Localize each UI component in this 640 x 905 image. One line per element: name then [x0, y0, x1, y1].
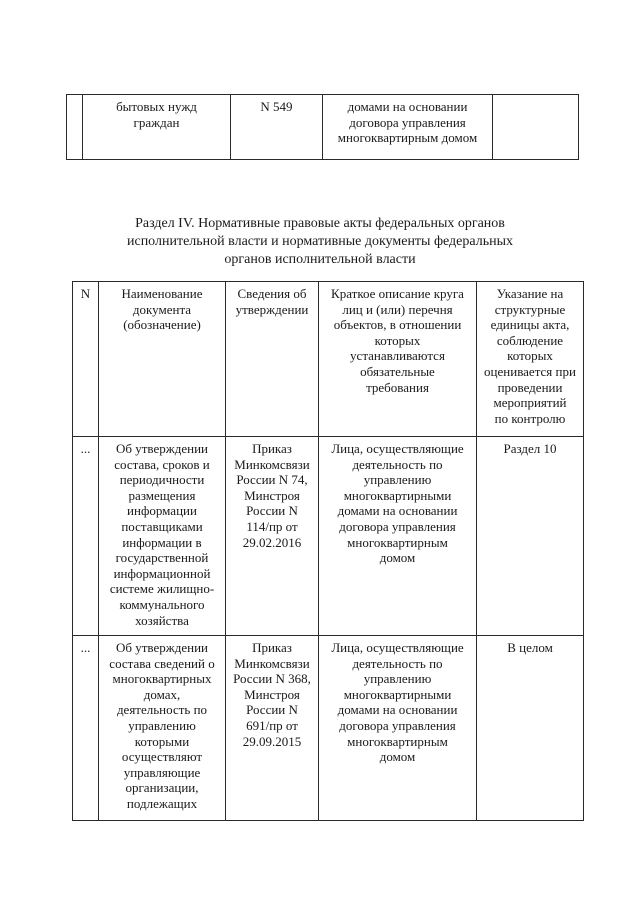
- continuation-table: [66, 94, 579, 160]
- table-cell: Раздел 10: [477, 437, 584, 636]
- table-header-row: [73, 282, 584, 437]
- table-row: [67, 95, 579, 160]
- section-heading: Раздел IV. Нормативные правовые акты федеральных органов исполнительной власти и нормативные документы федеральных органов исполнительной власти: [126, 216, 514, 267]
- regulatory-acts-table: [72, 281, 584, 821]
- table-cell: Об утверждении состава, сроков и периодичности размещения информации поставщиками информации в государственной информационной системе жилищно- коммунального хозяйства: [99, 437, 226, 636]
- table-cell: Приказ Минкомсвязи России N 74, Минстроя России N 114/пр от 29.02.2016: [226, 437, 319, 636]
- header-cell-structural-units: Указание на структурные единицы акта, соблюдение которых оценивается при проведении мероприятий по контролю: [477, 282, 584, 437]
- header-cell-document-name: Наименование документа (обозначение): [99, 282, 226, 437]
- table-cell: Лица, осуществляющие деятельность по управлению многоквартирными домами на основании договора управления многоквартирным домом: [319, 636, 477, 821]
- header-cell-description: Краткое описание круга лиц и (или) перечня объектов, в отношении которых устанавливаются обязательные требования: [319, 282, 477, 437]
- table-cell: Приказ Минкомсвязи России N 368, Минстроя России N 691/пр от 29.09.2015: [226, 636, 319, 821]
- table-cell: В целом: [477, 636, 584, 821]
- header-cell-approval-info: Сведения об утверждении: [226, 282, 319, 437]
- table-row: [73, 437, 584, 636]
- table-cell: ...: [73, 636, 99, 821]
- table-cell: ...: [73, 437, 99, 636]
- table-cell: [493, 95, 579, 160]
- table-cell: домами на основании договора управления многоквартирным домом: [323, 95, 493, 160]
- table-row: [73, 636, 584, 821]
- table-cell: Об утверждении состава сведений о многоквартирных домах, деятельность по управлению которыми осуществляют управляющие организации, подлежащих: [99, 636, 226, 821]
- table-cell: [67, 95, 83, 160]
- table-cell: бытовых нужд граждан: [83, 95, 231, 160]
- header-cell-number: N: [73, 282, 99, 437]
- table-cell: Лица, осуществляющие деятельность по управлению многоквартирными домами на основании договора управления многоквартирным домом: [319, 437, 477, 636]
- table-cell: N 549: [231, 95, 323, 160]
